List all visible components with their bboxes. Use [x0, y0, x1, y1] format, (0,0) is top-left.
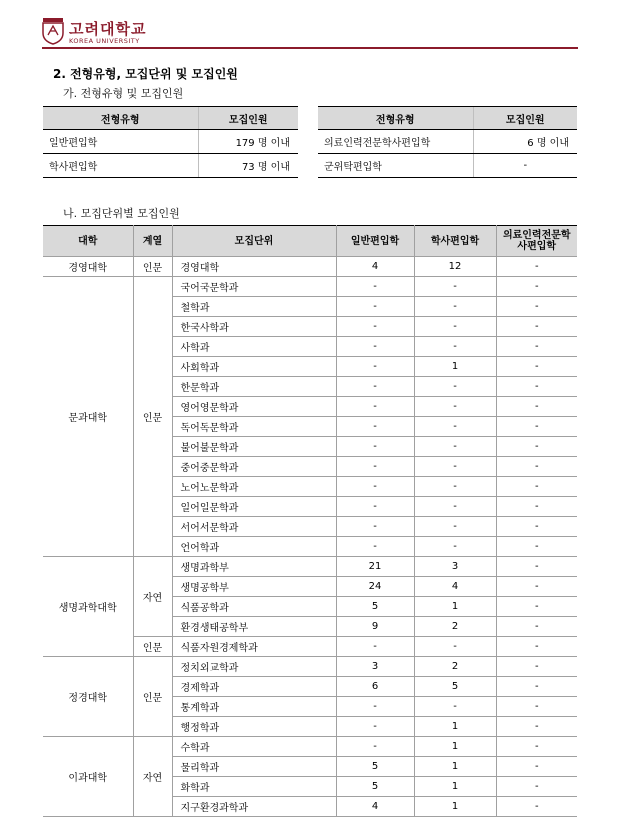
unit-cell: 사회학과	[172, 357, 336, 377]
unit-cell: 국어국문학과	[172, 277, 336, 297]
general-transfer-cell: -	[336, 317, 414, 337]
bachelor-transfer-cell: -	[414, 297, 496, 317]
unit-cell: 불어불문학과	[172, 437, 336, 457]
bachelor-transfer-cell: 1	[414, 737, 496, 757]
medical-transfer-cell: -	[496, 657, 577, 677]
medical-transfer-cell: -	[496, 697, 577, 717]
track-cell: 인문	[133, 277, 172, 557]
table-row	[43, 257, 577, 277]
summary-header-cell: 전형유형	[318, 107, 473, 130]
general-transfer-cell: -	[336, 297, 414, 317]
medical-transfer-cell: -	[496, 477, 577, 497]
bachelor-transfer-cell: 1	[414, 757, 496, 777]
table-row	[43, 737, 577, 757]
header-general-transfer: 일반편입학	[336, 226, 414, 257]
general-transfer-cell: 5	[336, 777, 414, 797]
general-transfer-cell: -	[336, 277, 414, 297]
university-logo	[42, 17, 192, 47]
general-transfer-cell: -	[336, 637, 414, 657]
unit-cell: 화학과	[172, 777, 336, 797]
medical-transfer-cell: -	[496, 637, 577, 657]
unit-cell: 통계학과	[172, 697, 336, 717]
summary-gap	[298, 154, 318, 178]
medical-transfer-cell: -	[496, 357, 577, 377]
medical-transfer-cell: -	[496, 437, 577, 457]
general-transfer-cell: 24	[336, 577, 414, 597]
general-transfer-cell: -	[336, 417, 414, 437]
track-cell: 자연	[133, 557, 172, 637]
bachelor-transfer-cell: -	[414, 517, 496, 537]
general-transfer-cell: 3	[336, 657, 414, 677]
bachelor-transfer-cell: -	[414, 397, 496, 417]
bachelor-transfer-cell: -	[414, 317, 496, 337]
general-transfer-cell: -	[336, 717, 414, 737]
header-divider	[42, 47, 578, 49]
medical-transfer-cell: -	[496, 737, 577, 757]
unit-cell: 일어일문학과	[172, 497, 336, 517]
bachelor-transfer-cell: 1	[414, 357, 496, 377]
unit-cell: 식품공학과	[172, 597, 336, 617]
summary-cell: 73 명 이내	[198, 154, 298, 178]
medical-transfer-cell: -	[496, 457, 577, 477]
general-transfer-cell: 5	[336, 757, 414, 777]
general-transfer-cell: 4	[336, 257, 414, 277]
college-cell: 정경대학	[43, 657, 133, 737]
unit-cell: 영어영문학과	[172, 397, 336, 417]
general-transfer-cell: -	[336, 457, 414, 477]
medical-transfer-cell: -	[496, 757, 577, 777]
summary-cell: 6 명 이내	[473, 130, 577, 154]
header-bachelor-transfer: 학사편입학	[414, 226, 496, 257]
header-medical-transfer: 의료인력전문학사편입학	[496, 226, 577, 257]
medical-transfer-cell: -	[496, 277, 577, 297]
bachelor-transfer-cell: 1	[414, 777, 496, 797]
unit-cell: 생명공학부	[172, 577, 336, 597]
bachelor-transfer-cell: -	[414, 417, 496, 437]
bachelor-transfer-cell: -	[414, 277, 496, 297]
summary-cell: 일반편입학	[43, 130, 198, 154]
header-unit: 모집단위	[172, 226, 336, 257]
college-cell: 경영대학	[43, 257, 133, 277]
unit-cell: 한문학과	[172, 377, 336, 397]
general-transfer-cell: -	[336, 357, 414, 377]
recruitment-detail-table	[43, 225, 577, 817]
general-transfer-cell: -	[336, 397, 414, 417]
summary-cell: 학사편입학	[43, 154, 198, 178]
general-transfer-cell: -	[336, 497, 414, 517]
medical-transfer-cell: -	[496, 257, 577, 277]
detail-header-row	[43, 226, 577, 257]
bachelor-transfer-cell: -	[414, 337, 496, 357]
summary-row	[43, 154, 577, 178]
unit-cell: 경영대학	[172, 257, 336, 277]
medical-transfer-cell: -	[496, 377, 577, 397]
general-transfer-cell: -	[336, 337, 414, 357]
summary-header-row	[43, 107, 577, 130]
unit-cell: 언어학과	[172, 537, 336, 557]
logo-english: KOREA UNIVERSITY	[69, 37, 140, 45]
general-transfer-cell: -	[336, 437, 414, 457]
track-cell: 인문	[133, 657, 172, 737]
unit-cell: 환경생태공학부	[172, 617, 336, 637]
medical-transfer-cell: -	[496, 557, 577, 577]
unit-cell: 물리학과	[172, 757, 336, 777]
general-transfer-cell: -	[336, 377, 414, 397]
bachelor-transfer-cell: 4	[414, 577, 496, 597]
summary-cell: 의료인력전문학사편입학	[318, 130, 473, 154]
bachelor-transfer-cell: 1	[414, 597, 496, 617]
track-cell: 자연	[133, 737, 172, 817]
section-title: 2. 전형유형, 모집단위 및 모집인원	[53, 67, 238, 81]
summary-row	[43, 130, 577, 154]
medical-transfer-cell: -	[496, 677, 577, 697]
unit-cell: 한국사학과	[172, 317, 336, 337]
bachelor-transfer-cell: 1	[414, 717, 496, 737]
unit-cell: 생명과학부	[172, 557, 336, 577]
medical-transfer-cell: -	[496, 417, 577, 437]
medical-transfer-cell: -	[496, 497, 577, 517]
medical-transfer-cell: -	[496, 717, 577, 737]
track-cell: 인문	[133, 257, 172, 277]
university-emblem-icon	[42, 17, 64, 45]
track-cell: 인문	[133, 637, 172, 657]
summary-header-cell: 모집인원	[198, 107, 298, 130]
summary-header-cell: 전형유형	[43, 107, 198, 130]
unit-cell: 수학과	[172, 737, 336, 757]
summary-cell: 179 명 이내	[198, 130, 298, 154]
unit-cell: 행정학과	[172, 717, 336, 737]
medical-transfer-cell: -	[496, 537, 577, 557]
summary-header-cell: 모집인원	[473, 107, 577, 130]
medical-transfer-cell: -	[496, 597, 577, 617]
bachelor-transfer-cell: 1	[414, 797, 496, 817]
unit-cell: 경제학과	[172, 677, 336, 697]
unit-cell: 철학과	[172, 297, 336, 317]
header-track: 계열	[133, 226, 172, 257]
bachelor-transfer-cell: -	[414, 477, 496, 497]
logo-korean: 고려대학교	[69, 20, 147, 38]
medical-transfer-cell: -	[496, 517, 577, 537]
medical-transfer-cell: -	[496, 577, 577, 597]
general-transfer-cell: 4	[336, 797, 414, 817]
bachelor-transfer-cell: 2	[414, 657, 496, 677]
general-transfer-cell: 21	[336, 557, 414, 577]
summary-cell: -	[473, 154, 577, 178]
bachelor-transfer-cell: -	[414, 537, 496, 557]
bachelor-transfer-cell: -	[414, 497, 496, 517]
bachelor-transfer-cell: 12	[414, 257, 496, 277]
medical-transfer-cell: -	[496, 617, 577, 637]
unit-cell: 식품자원경제학과	[172, 637, 336, 657]
medical-transfer-cell: -	[496, 337, 577, 357]
general-transfer-cell: 5	[336, 597, 414, 617]
header-college: 대학	[43, 226, 133, 257]
bachelor-transfer-cell: 2	[414, 617, 496, 637]
general-transfer-cell: -	[336, 697, 414, 717]
unit-cell: 중어중문학과	[172, 457, 336, 477]
college-cell: 문과대학	[43, 277, 133, 557]
unit-cell: 노어노문학과	[172, 477, 336, 497]
general-transfer-cell: 6	[336, 677, 414, 697]
general-transfer-cell: -	[336, 517, 414, 537]
medical-transfer-cell: -	[496, 397, 577, 417]
general-transfer-cell: -	[336, 537, 414, 557]
bachelor-transfer-cell: -	[414, 437, 496, 457]
unit-cell: 사학과	[172, 337, 336, 357]
summary-gap	[298, 107, 318, 130]
bachelor-transfer-cell: 3	[414, 557, 496, 577]
unit-cell: 정치외교학과	[172, 657, 336, 677]
unit-cell: 독어독문학과	[172, 417, 336, 437]
bachelor-transfer-cell: 5	[414, 677, 496, 697]
medical-transfer-cell: -	[496, 297, 577, 317]
general-transfer-cell: 9	[336, 617, 414, 637]
subsection-a-title: 가. 전형유형 및 모집인원	[63, 87, 184, 100]
unit-cell: 서어서문학과	[172, 517, 336, 537]
college-cell: 생명과학대학	[43, 557, 133, 657]
table-row	[43, 657, 577, 677]
summary-gap	[298, 130, 318, 154]
table-row	[43, 557, 577, 577]
summary-cell: 군위탁편입학	[318, 154, 473, 178]
bachelor-transfer-cell: -	[414, 697, 496, 717]
unit-cell: 지구환경과학과	[172, 797, 336, 817]
table-row	[43, 277, 577, 297]
bachelor-transfer-cell: -	[414, 637, 496, 657]
general-transfer-cell: -	[336, 477, 414, 497]
bachelor-transfer-cell: -	[414, 457, 496, 477]
subsection-b-title: 나. 모집단위별 모집인원	[63, 207, 180, 220]
college-cell: 이과대학	[43, 737, 133, 817]
bachelor-transfer-cell: -	[414, 377, 496, 397]
summary-table	[43, 106, 577, 178]
medical-transfer-cell: -	[496, 797, 577, 817]
medical-transfer-cell: -	[496, 777, 577, 797]
general-transfer-cell: -	[336, 737, 414, 757]
medical-transfer-cell: -	[496, 317, 577, 337]
